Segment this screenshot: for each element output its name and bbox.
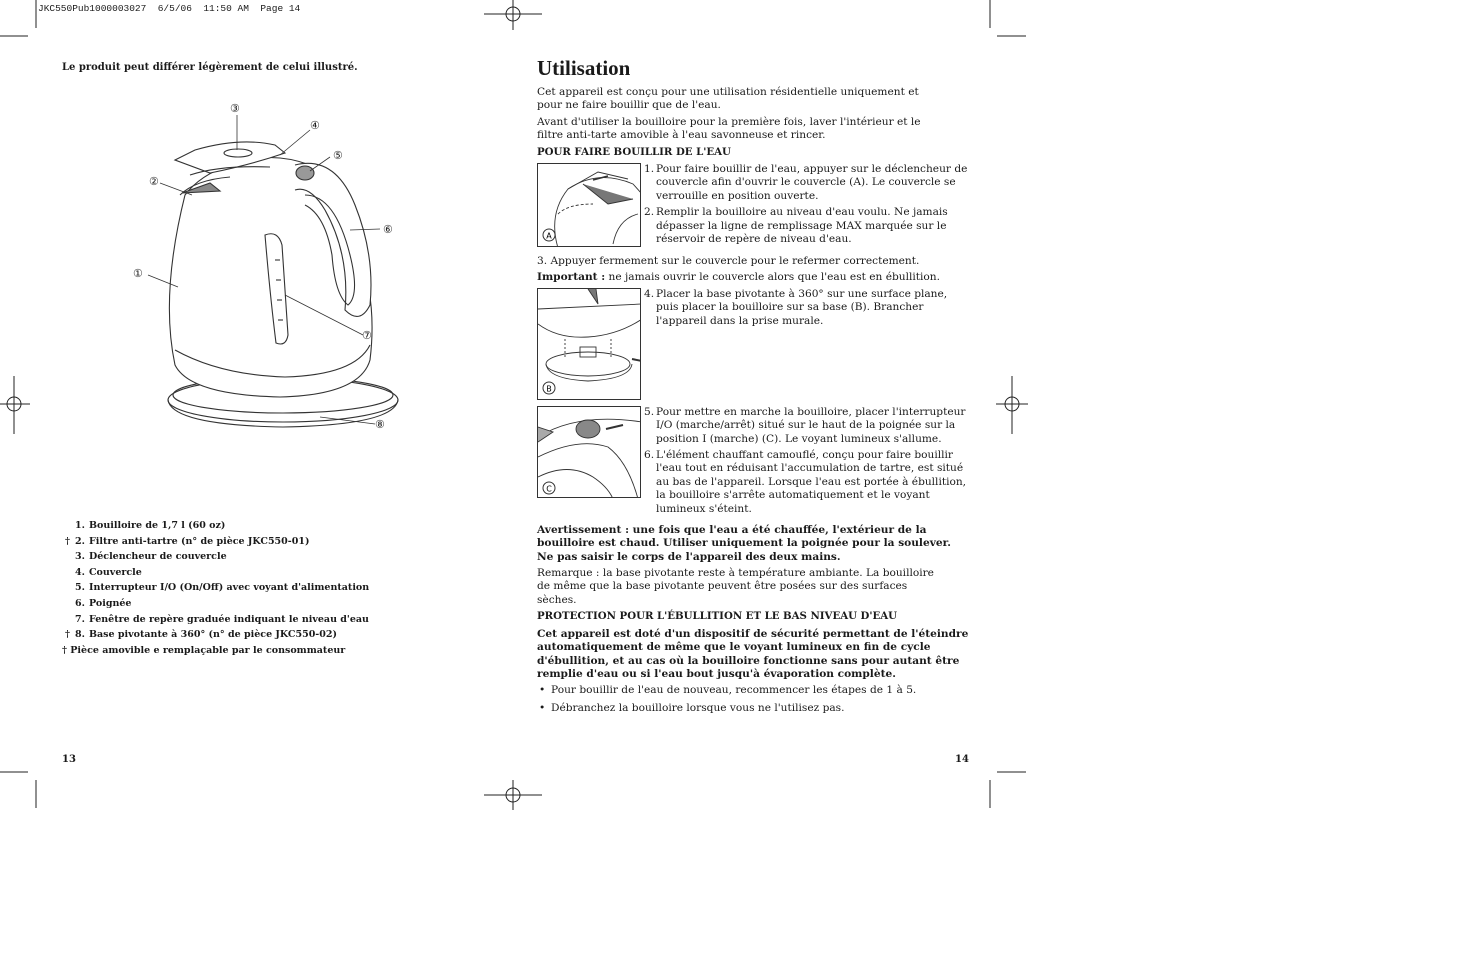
bullet-item: • Pour bouillir de l'eau de nouveau, recommencer les étapes de 1 à 5. bbox=[537, 684, 969, 697]
page-number-left: 13 bbox=[62, 754, 76, 765]
step-6: 6. L'élément chauffant camouflé, conçu pour faire bouillir l'eau tout en réduisant l'accumulation de tartre, est situé au bas de l'appareil. Lorsque l'eau est portée à ébullition, la bouilloire s'arrête automatiquement et le voyant lumineux s'éteint. bbox=[644, 449, 967, 515]
illustration-caption: Le produit peut différer légèrement de celui illustré. bbox=[62, 62, 358, 73]
parts-item: 3. Déclencheur de couvercle bbox=[75, 551, 227, 563]
usage-section bbox=[537, 55, 969, 719]
callout-2: ② bbox=[149, 176, 159, 188]
remark-paragraph: Remarque : la base pivotante reste à température ambiante. La bouilloire de même que la base pivotante peuvent être posées sur des surfaces sèches. bbox=[537, 567, 934, 606]
step-1: 1. Pour faire bouillir de l'eau, appuyer sur le déclencheur de couvercle afin d'ouvrir le couvercle (A). Le couvercle se verrouille en position ouverte. bbox=[644, 163, 968, 202]
intro-paragraph: Avant d'utiliser la bouilloire pour la première fois, laver l'intérieur et le filtre anti-tarte amovible à l'eau savonneuse et rincer. bbox=[537, 115, 921, 142]
step-3: 3. Appuyer fermement sur le couvercle pour le refermer correctement. bbox=[537, 255, 920, 268]
parts-footnote: † Pièce amovible e remplaçable par le consommateur bbox=[62, 644, 346, 656]
parts-item: 7. Fenêtre de repère graduée indiquant le niveau d'eau bbox=[75, 613, 369, 625]
figure-c-switch bbox=[537, 406, 641, 498]
step-block-b bbox=[537, 288, 969, 406]
figure-label-c: C bbox=[546, 484, 552, 494]
figure-label-b: B bbox=[546, 384, 552, 394]
callout-3: ③ bbox=[230, 103, 240, 115]
print-slug: JKC550Pub1000003027 6/5/06 11:50 AM Page 14 bbox=[38, 3, 301, 14]
step-block-a bbox=[537, 163, 969, 255]
bullet-item: • Débranchez la bouilloire lorsque vous ne l'utilisez pas. bbox=[537, 702, 969, 715]
figure-a-lid-open bbox=[537, 163, 641, 247]
callout-8: ⑧ bbox=[375, 419, 385, 431]
step-2: 2. Remplir la bouilloire au niveau d'eau voulu. Ne jamais dépasser la ligne de remplissage MAX marquée sur le réservoir de repère de niveau d'eau. bbox=[644, 206, 948, 246]
figure-label-a: A bbox=[546, 231, 552, 241]
callout-7: ⑦ bbox=[362, 330, 372, 342]
step-block-c bbox=[537, 406, 969, 524]
step-5: 5. Pour mettre en marche la bouilloire, placer l'interrupteur I/O (marche/arrêt) situé sur le haut de la poignée sur la position I (marche) (C). Le voyant lumineux s'allume. bbox=[644, 405, 966, 445]
page-number-right: 14 bbox=[955, 754, 969, 765]
callout-5: ⑤ bbox=[333, 150, 343, 162]
parts-item: 6. Poignée bbox=[75, 597, 132, 609]
intro-paragraph: Cet appareil est conçu pour une utilisation résidentielle uniquement et pour ne faire bouillir que de l'eau. bbox=[537, 86, 919, 112]
parts-list bbox=[62, 518, 369, 658]
section-heading: PROTECTION POUR L'ÉBULLITION ET LE BAS NIVEAU D'EAU bbox=[537, 610, 898, 623]
kettle-illustration bbox=[120, 95, 400, 435]
step-4: 4. Placer la base pivotante à 360° sur une surface plane, puis placer la bouilloire sur sa base (B). Brancher l'appareil dans la prise murale. bbox=[644, 287, 948, 327]
callout-4: ④ bbox=[310, 120, 320, 132]
section-heading: POUR FAIRE BOUILLIR DE L'EAU bbox=[537, 145, 731, 158]
page-title: Utilisation bbox=[537, 56, 631, 80]
callout-1: ① bbox=[133, 268, 143, 280]
figure-b-base bbox=[537, 288, 641, 400]
parts-item: † 2. Filtre anti-tartre (n° de pièce JKC550-01) bbox=[65, 535, 310, 547]
parts-item: 1. Bouilloire de 1,7 l (60 oz) bbox=[75, 520, 226, 531]
safety-paragraph: Cet appareil est doté d'un dispositif de sécurité permettant de l'éteindre automatiquement de même que le voyant lumineux en fin de cycle d'ébullition, et au cas où la bouilloire fonctionne sans pour autant être remplie d'eau ou si l'eau bout jusqu'à évaporation complète. bbox=[537, 627, 969, 680]
parts-item: 5. Interrupteur I/O (On/Off) avec voyant d'alimentation bbox=[75, 582, 370, 594]
important-note: Important : ne jamais ouvrir le couvercle alors que l'eau est en ébullition. bbox=[537, 271, 940, 284]
callout-6: ⑥ bbox=[383, 224, 393, 236]
parts-item: † 8. Base pivotante à 360° (n° de pièce JKC550-02) bbox=[65, 629, 337, 641]
parts-item: 4. Couvercle bbox=[75, 566, 142, 578]
warning-paragraph: Avertissement : une fois que l'eau a été chauffée, l'extérieur de la bouilloire est chaud. Utiliser uniquement la poignée pour la soulever. Ne pas saisir le corps de l'appareil des deux mains. bbox=[537, 523, 951, 563]
